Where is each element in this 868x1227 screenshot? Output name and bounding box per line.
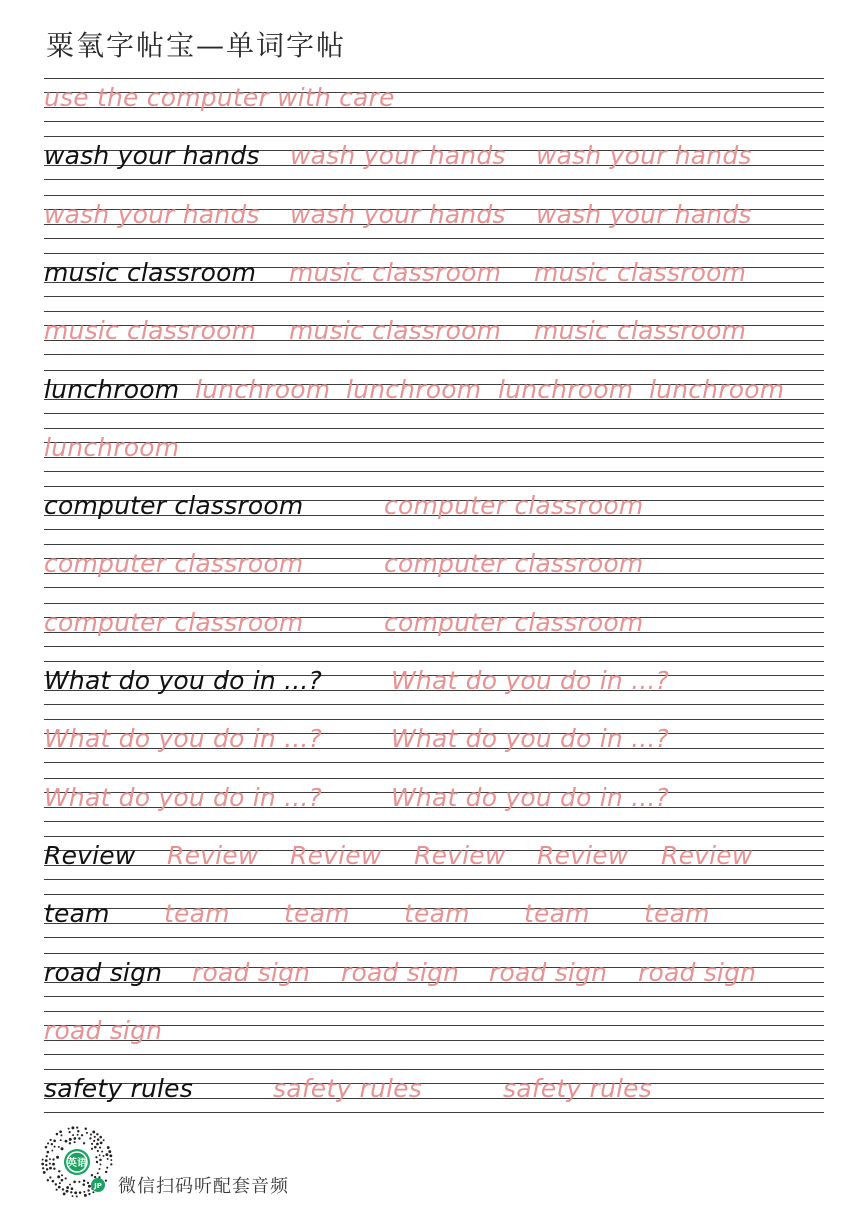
trace-word: lunchroom xyxy=(44,433,180,462)
ruled-line xyxy=(44,195,824,196)
ruled-line xyxy=(44,937,824,938)
practice-row xyxy=(44,253,824,297)
ruled-line xyxy=(44,136,824,137)
ruled-line xyxy=(44,370,824,371)
trace-word: music classroom xyxy=(534,316,747,345)
practice-row xyxy=(44,836,824,880)
trace-word: music classroom xyxy=(289,316,502,345)
qr-badge-label: 英语 xyxy=(67,1158,87,1169)
trace-word: computer classroom xyxy=(44,549,304,578)
ruled-line xyxy=(44,78,824,79)
ruled-line xyxy=(44,821,824,822)
trace-word: use the computer with care xyxy=(44,83,395,112)
trace-word: Review xyxy=(414,841,506,870)
ruled-line xyxy=(44,354,824,355)
trace-word: road sign xyxy=(192,958,311,987)
trace-word: What do you do in ...? xyxy=(44,724,322,753)
model-word: safety rules xyxy=(44,1074,193,1103)
trace-word: What do you do in ...? xyxy=(44,783,322,812)
footer xyxy=(40,1126,440,1206)
trace-word: music classroom xyxy=(289,258,502,287)
trace-word: road sign xyxy=(341,958,460,987)
trace-word: music classroom xyxy=(534,258,747,287)
ruled-line xyxy=(44,179,824,180)
page-title: 粟氧字帖宝—单词字帖 xyxy=(46,29,347,62)
ruled-line xyxy=(44,996,824,997)
model-word: What do you do in ...? xyxy=(44,666,322,695)
model-word: road sign xyxy=(44,958,163,987)
ruled-line xyxy=(44,603,824,604)
practice-row xyxy=(44,78,824,122)
trace-word: wash your hands xyxy=(290,141,506,170)
practice-row xyxy=(44,719,824,763)
practice-row xyxy=(44,486,824,530)
model-word: computer classroom xyxy=(44,491,304,520)
trace-word: lunchroom xyxy=(346,375,482,404)
model-word: wash your hands xyxy=(44,141,260,170)
ruled-line xyxy=(44,762,824,763)
footer-caption: 微信扫码听配套音频 xyxy=(118,1176,289,1197)
trace-word: Review xyxy=(661,841,753,870)
ruled-line xyxy=(44,238,824,239)
ruled-line xyxy=(44,879,824,880)
ruled-line xyxy=(44,587,824,588)
trace-word: Review xyxy=(537,841,629,870)
trace-word: computer classroom xyxy=(384,549,644,578)
ruled-line xyxy=(44,778,824,779)
practice-row xyxy=(44,136,824,180)
practice-row xyxy=(44,195,824,239)
trace-word: computer classroom xyxy=(384,608,644,637)
model-word: team xyxy=(44,899,110,928)
trace-word: road sign xyxy=(489,958,608,987)
trace-word: Review xyxy=(290,841,382,870)
ruled-line xyxy=(44,1054,824,1055)
ruled-line xyxy=(44,486,824,487)
trace-word: wash your hands xyxy=(536,200,752,229)
ruled-line xyxy=(44,296,824,297)
trace-word: team xyxy=(284,899,350,928)
practice-row xyxy=(44,661,824,705)
practice-row xyxy=(44,370,824,414)
ruled-line xyxy=(44,529,824,530)
ruled-line xyxy=(44,704,824,705)
trace-word: What do you do in ...? xyxy=(391,666,669,695)
model-word: music classroom xyxy=(44,258,257,287)
trace-word: What do you do in ...? xyxy=(391,783,669,812)
ruled-line xyxy=(44,661,824,662)
practice-row xyxy=(44,311,824,355)
trace-word: road sign xyxy=(44,1016,163,1045)
trace-word: lunchroom xyxy=(195,375,331,404)
practice-row xyxy=(44,544,824,588)
model-word: lunchroom xyxy=(44,375,180,404)
practice-row xyxy=(44,894,824,938)
ruled-line xyxy=(44,413,824,414)
trace-word: wash your hands xyxy=(44,200,260,229)
trace-word: safety rules xyxy=(273,1074,422,1103)
ruled-line xyxy=(44,836,824,837)
practice-row xyxy=(44,428,824,472)
ruled-line xyxy=(44,428,824,429)
qr-code-icon[interactable] xyxy=(40,1126,114,1200)
model-word: Review xyxy=(44,841,136,870)
ruled-line xyxy=(44,1011,824,1012)
trace-word: team xyxy=(404,899,470,928)
trace-word: road sign xyxy=(638,958,757,987)
trace-word: computer classroom xyxy=(384,491,644,520)
ruled-line xyxy=(44,953,824,954)
ruled-line xyxy=(44,471,824,472)
ruled-line xyxy=(44,719,824,720)
practice-row xyxy=(44,1011,824,1055)
trace-word: music classroom xyxy=(44,316,257,345)
ruled-line xyxy=(44,646,824,647)
trace-word: What do you do in ...? xyxy=(391,724,669,753)
trace-word: lunchroom xyxy=(649,375,785,404)
practice-row xyxy=(44,1069,824,1113)
trace-word: Review xyxy=(167,841,259,870)
ruled-line xyxy=(44,121,824,122)
trace-word: lunchroom xyxy=(498,375,634,404)
trace-word: wash your hands xyxy=(290,200,506,229)
ruled-line xyxy=(44,894,824,895)
ruled-line xyxy=(44,253,824,254)
ruled-line xyxy=(44,311,824,312)
trace-word: computer classroom xyxy=(44,608,304,637)
trace-word: wash your hands xyxy=(536,141,752,170)
ruled-line xyxy=(44,1112,824,1113)
ruled-line xyxy=(44,1069,824,1070)
trace-word: team xyxy=(644,899,710,928)
trace-word: team xyxy=(524,899,590,928)
qr-corner-label: JP xyxy=(94,1182,102,1190)
trace-word: team xyxy=(164,899,230,928)
ruled-line xyxy=(44,544,824,545)
practice-row xyxy=(44,953,824,997)
trace-word: safety rules xyxy=(503,1074,652,1103)
practice-row xyxy=(44,778,824,822)
practice-row xyxy=(44,603,824,647)
